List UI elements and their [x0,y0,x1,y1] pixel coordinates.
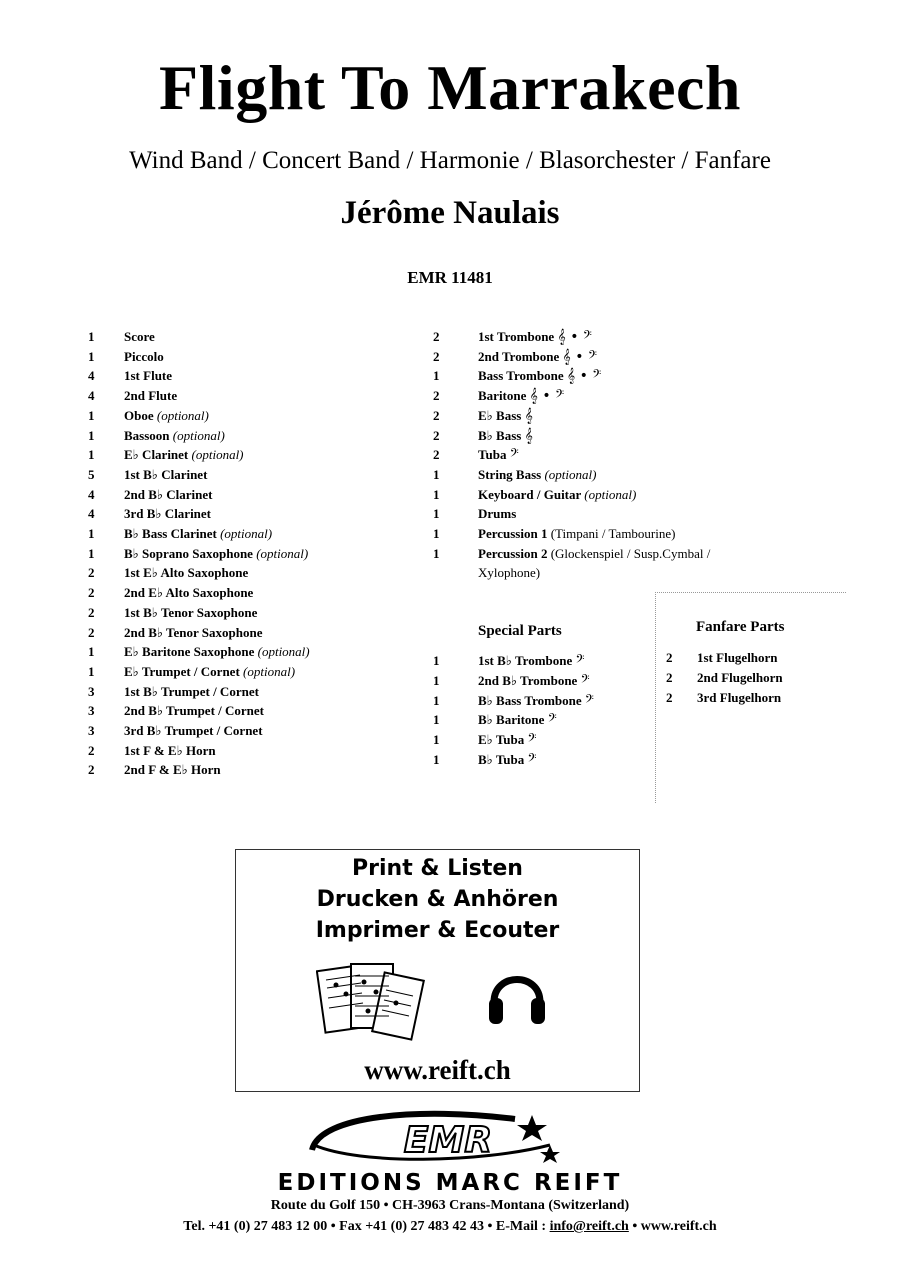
part-instrument: 1st Flute [124,368,173,384]
part-instrument: 2nd Trombone [478,348,560,364]
part-quantity: 1 [433,732,440,748]
part-quantity: 2 [433,407,440,423]
part-quantity: 1 [88,348,95,364]
part-optional-note: (optional) [191,447,244,463]
part-name [124,407,209,425]
part-name [478,751,537,769]
part-instrument: Percussion 1 [478,526,548,541]
part-name [124,584,253,602]
part-instrument: B♭ Bass [478,427,522,443]
promo-line-2: Drucken & Anhören [316,887,559,912]
part-quantity: 2 [666,650,673,665]
part-detail: (optional) [544,466,597,482]
print-listen-box [235,849,640,1092]
part-quantity: 1 [433,486,440,502]
ensemble-subtitle: Wind Band / Concert Band / Harmonie / Blasorchester / Fanfare [129,147,771,174]
part-optional-note: (optional) [156,407,209,423]
emr-logo [300,1105,570,1170]
part-optional-note: (optional) [256,545,309,561]
part-name [478,486,636,504]
special-parts-title: Special Parts [478,623,562,639]
part-instrument: E♭ Bass [478,407,522,423]
part-quantity: 4 [88,486,95,502]
part-instrument: Tuba [478,447,507,463]
part-instrument: Percussion 2 [478,545,548,561]
part-name [478,692,594,710]
promo-line-1: Print & Listen [352,856,523,881]
part-instrument: 2nd E♭ Alto Saxophone [124,585,254,601]
part-instrument: Oboe [124,407,154,423]
clef-icon: 𝄢 [584,692,594,709]
part-instrument: 2nd B♭ Tenor Saxophone [124,624,263,640]
clef-icon: 𝄢 [580,672,590,689]
part-instrument: E♭ Clarinet [124,447,189,463]
publisher-name: EDITIONS MARC REIFT [277,1170,623,1196]
part-quantity: 2 [88,585,95,601]
part-quantity: 3 [88,683,95,699]
part-quantity: 1 [433,506,440,522]
part-instrument: 1st Trombone [478,329,555,344]
part-instrument: B♭ Baritone [478,712,545,728]
part-instrument: 2nd Flugelhorn [697,669,783,685]
clef-icon: 𝄢 [575,653,585,669]
part-name [478,387,564,405]
part-name [124,683,259,701]
part-quantity: 1 [433,672,440,688]
part-quantity: 4 [88,388,95,404]
part-quantity: 2 [666,689,673,705]
clef-icon: 𝄢 [527,752,537,768]
part-optional-note: (optional) [257,644,310,660]
part-name [478,652,585,670]
part-name [124,722,263,740]
part-name [478,466,596,484]
promo-line-3: Imprimer & Ecouter [315,918,560,943]
clef-icon: 𝄞 [524,407,533,424]
part-quantity: 2 [88,742,95,758]
clef-icon: 𝄞 • 𝄢 [566,368,602,385]
part-name [124,525,272,543]
part-name [124,742,216,760]
part-instrument: B♭ Bass Trombone [478,692,582,708]
part-name [124,446,244,464]
part-quantity: 1 [433,526,440,541]
part-quantity: 2 [433,329,440,344]
part-instrument: E♭ Baritone Saxophone [124,644,255,660]
part-quantity: 1 [433,653,440,668]
clef-icon: 𝄢 [527,732,537,749]
part-quantity: 2 [666,669,673,685]
clef-icon: 𝄞 • 𝄢 [557,329,592,345]
part-name [697,669,783,687]
part-name [124,387,177,405]
part-instrument: 1st Flugelhorn [697,650,778,665]
part-quantity: 1 [88,545,95,561]
part-instrument: 2nd F & E♭ Horn [124,762,221,778]
part-name [478,427,533,445]
part-instrument: 3rd B♭ Trumpet / Cornet [124,723,263,738]
contact-email-link[interactable]: info@reift.ch [549,1219,629,1234]
part-instrument: Baritone [478,388,527,404]
part-name [478,328,592,346]
part-instrument: 1st B♭ Trombone [478,653,573,668]
part-name [478,731,537,749]
clef-icon: 𝄢 [509,447,519,464]
part-name [478,505,516,523]
part-instrument: 3rd B♭ Clarinet [124,506,212,522]
part-instrument: Piccolo [124,348,164,364]
part-detail: (Glockenspiel / Susp.Cymbal / [550,545,711,561]
publisher-contact [0,1219,900,1235]
clef-icon: 𝄢 [547,712,557,729]
part-instrument: Bassoon [124,427,170,443]
part-instrument: B♭ Bass Clarinet [124,526,217,541]
part-quantity: 1 [88,329,95,344]
page-title: Flight To Marrakech [159,52,741,123]
part-instrument: 3rd Flugelhorn [697,689,782,705]
emr-logo-text: EMR [403,1120,493,1161]
promo-url[interactable]: www.reift.ch [364,1055,511,1085]
part-name [124,604,257,622]
part-name [478,672,590,690]
part-name [124,564,248,582]
part-quantity: 1 [88,663,95,679]
part-quantity: 2 [88,762,95,778]
part-quantity: 3 [88,703,95,719]
part-name [124,328,155,346]
part-name [124,761,221,779]
part-instrument: E♭ Trumpet / Cornet [124,663,240,679]
part-name [124,643,310,661]
part-name [478,545,710,563]
part-quantity: 4 [88,368,95,384]
catalog-number: EMR 11481 [407,268,493,287]
part-name [697,689,781,707]
part-quantity: 1 [433,712,440,728]
part-name [478,564,540,582]
part-instrument: B♭ Soprano Saxophone [124,545,253,561]
part-detail: (Timpani / Tambourine) [550,526,676,541]
part-quantity: 5 [88,466,95,482]
part-name [124,367,172,385]
part-instrument: Drums [478,506,517,522]
part-name [124,348,164,366]
part-instrument: String Bass [478,466,542,482]
part-instrument: Keyboard / Guitar [478,486,582,502]
part-quantity: 2 [88,604,95,620]
part-name [124,702,264,720]
part-quantity: 1 [88,427,95,443]
fanfare-parts-title: Fanfare Parts [696,619,785,635]
part-quantity: 1 [88,447,95,463]
part-name [478,348,597,366]
part-quantity: 2 [433,447,440,463]
part-name [124,427,225,445]
part-quantity: 2 [88,565,95,581]
part-instrument: 1st B♭ Trumpet / Cornet [124,683,259,699]
part-instrument: 2nd Flute [124,388,178,404]
part-quantity: 2 [88,624,95,640]
clef-icon: 𝄞 • 𝄢 [562,348,597,365]
part-instrument: E♭ Tuba [478,732,525,748]
part-instrument: B♭ Tuba [478,752,525,767]
part-quantity: 4 [88,506,95,522]
part-quantity: 1 [433,752,440,767]
headphones-icon [486,962,548,1028]
part-quantity: 3 [88,723,95,738]
clef-icon: 𝄞 [524,427,533,444]
part-instrument: Bass Trombone [478,368,564,384]
part-optional-note: (optional) [172,427,225,443]
part-quantity: 2 [433,348,440,364]
part-name [124,505,211,523]
part-optional-note: (optional) [220,526,273,541]
part-quantity: 1 [88,407,95,423]
part-instrument: 2nd B♭ Clarinet [124,486,213,502]
clef-icon: 𝄞 • 𝄢 [529,388,565,405]
part-detail: Xylophone) [478,565,541,581]
part-quantity: 1 [88,644,95,660]
part-name [124,486,212,504]
part-instrument: 2nd B♭ Trombone [478,672,578,688]
part-name [478,711,557,729]
part-name [124,545,308,563]
part-quantity: 1 [433,692,440,708]
publisher-address: Route du Golf 150 • CH-3963 Crans-Montana (Switzerland) [270,1198,630,1213]
part-quantity: 1 [433,466,440,482]
part-name [697,649,778,667]
part-quantity: 1 [433,545,440,561]
part-name [478,525,675,543]
part-name [478,367,601,385]
contact-website: • www.reift.ch [628,1219,717,1234]
part-name [124,466,207,484]
part-instrument: 1st F & E♭ Horn [124,742,216,758]
part-quantity: 1 [433,368,440,384]
part-instrument: 1st E♭ Alto Saxophone [124,565,249,581]
part-instrument: Score [124,329,155,344]
part-instrument: 1st B♭ Tenor Saxophone [124,604,258,620]
sheet-music-icon [316,958,431,1048]
part-name [124,624,262,642]
part-quantity: 2 [433,388,440,404]
part-quantity: 1 [88,526,95,541]
part-name [478,407,533,425]
part-detail: (optional) [584,486,637,502]
part-instrument: 1st B♭ Clarinet [124,466,208,482]
part-optional-note: (optional) [243,663,296,679]
part-quantity: 2 [433,427,440,443]
contact-phone-fax: Tel. +41 (0) 27 483 12 00 • Fax +41 (0) 27 483 42 43 • E-Mail : [183,1219,550,1234]
part-name [124,663,295,681]
part-name [478,446,519,464]
part-instrument: 2nd B♭ Trumpet / Cornet [124,703,264,719]
composer-name: Jérôme Naulais [340,195,560,231]
